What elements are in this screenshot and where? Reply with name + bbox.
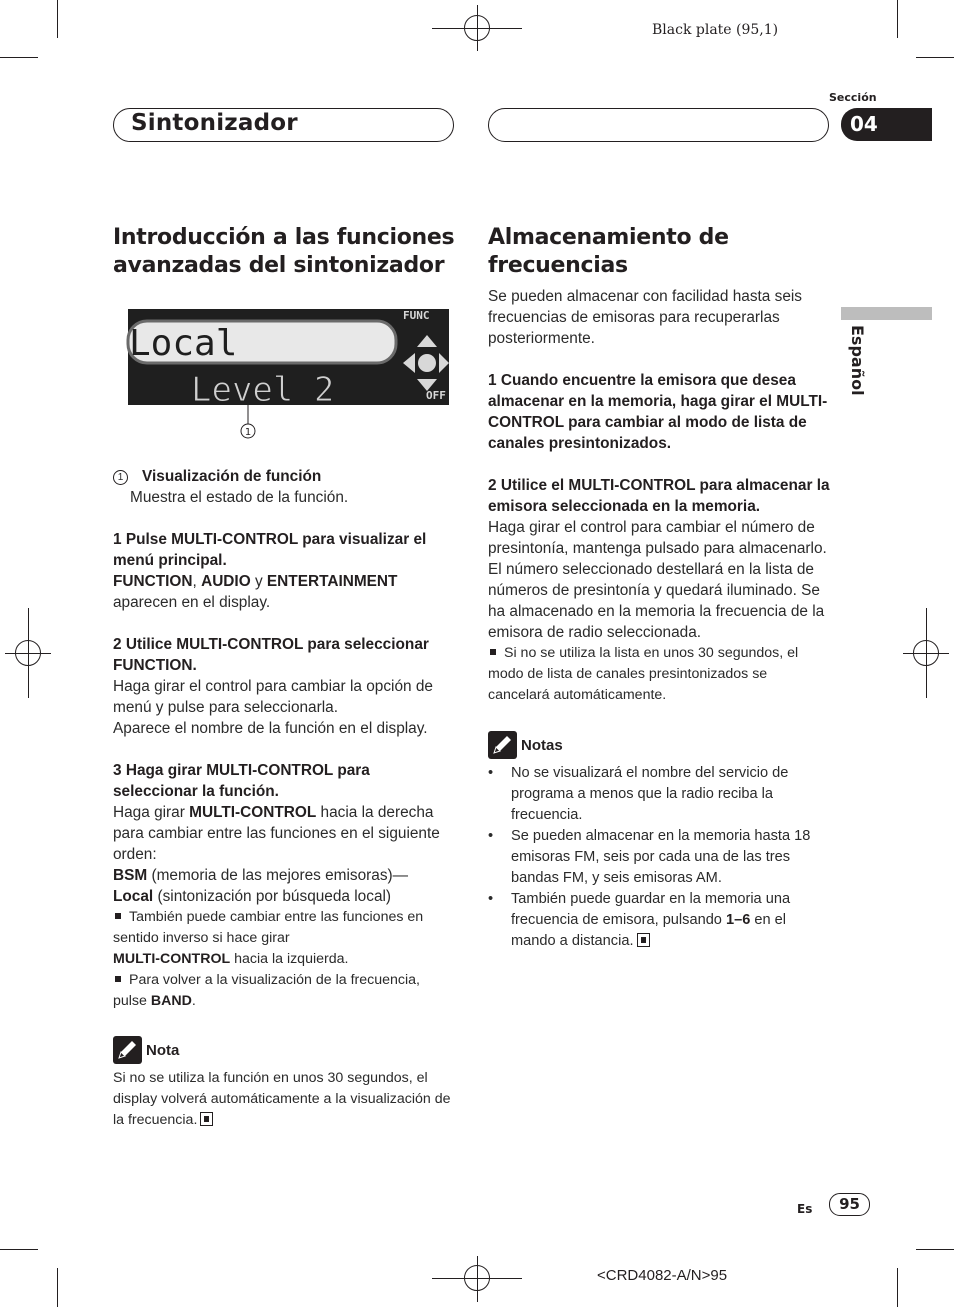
lcd-func-label: FUNC (403, 309, 430, 322)
left-step-3-tip-2: Para volver a la visualización de la frecuencia, pulse BAND. (113, 972, 420, 1009)
left-step-3-title: 3 Haga girar MULTI-CONTROL para seleccionar la función. (113, 762, 370, 800)
right-step-2-text-1: Haga girar el control para cambiar el número de presintonía, mantenga pulsado para almacenarlo. (488, 519, 827, 557)
left-step-3-local: Local (sintonización por búsqueda local) (113, 888, 392, 905)
square-bullet-icon (490, 649, 496, 655)
note-label: Nota (146, 1041, 180, 1059)
left-step-1-title: 1 Pulse MULTI-CONTROL para visualizar el menú principal. (113, 531, 427, 569)
document-code: <CRD4082-A/N>95 (597, 1267, 728, 1284)
square-bullet-icon (115, 913, 121, 919)
left-note-header (113, 1036, 455, 1064)
end-mark-icon (200, 1112, 213, 1126)
note-item: • También puede guardar en la memoria una frecuencia de emisora, pulsando 1–6 en el mando a distancia. (488, 889, 830, 952)
lcd-line-2: Level 2 (191, 370, 335, 410)
left-step-3-bsm: BSM (memoria de las mejores emisoras)— (113, 867, 409, 884)
right-column (488, 224, 830, 952)
header-pill-right (488, 108, 829, 142)
language-tab-label: Español (848, 325, 867, 396)
pencil-note-icon (113, 1036, 142, 1064)
left-step-2-text-1: Haga girar el control para cambiar la opción de menú y pulse para seleccionarla. (113, 678, 433, 716)
left-step-3-tip-1: También puede cambiar entre las funciones en sentido inverso si hace girar (113, 909, 424, 946)
page-language: Es (797, 1202, 813, 1216)
crop-mark (57, 0, 58, 38)
callout-number: 1 (244, 427, 252, 438)
right-notes-header (488, 731, 830, 759)
legend-number: 1 (113, 470, 128, 485)
right-intro: Se pueden almacenar con facilidad hasta seis frecuencias de emisoras para recuperarlas posteriormente. (488, 288, 802, 347)
section-label: Sección (829, 91, 877, 104)
crop-mark (0, 1249, 38, 1250)
section-title: Sintonizador (131, 110, 298, 136)
left-step-2-text-2: Aparece el nombre de la función en el display. (113, 720, 428, 737)
crop-mark (0, 57, 38, 58)
section-number-badge: 04 (841, 108, 932, 141)
square-bullet-icon (115, 976, 121, 982)
pencil-note-icon (488, 731, 517, 759)
crop-mark (916, 57, 954, 58)
left-step-1-text: FUNCTION, AUDIO y ENTERTAINMENT aparecen en el display. (113, 573, 398, 611)
right-step-1-title: 1 Cuando encuentre la emisora que desea almacenar en la memoria, haga girar el MULTI-CONTROL para cambiar al modo de lista de canales presintonizados. (488, 372, 828, 452)
notes-list (488, 763, 830, 952)
left-step-2-title: 2 Utilice MULTI-CONTROL para seleccionar FUNCTION. (113, 636, 429, 674)
lcd-display-graphic (113, 309, 449, 439)
crop-mark (916, 1249, 954, 1250)
crop-mark (897, 0, 898, 38)
right-heading: Almacenamiento de frecuencias (488, 225, 729, 278)
notes-label: Notas (521, 736, 563, 754)
right-step-2-title: 2 Utilice el MULTI-CONTROL para almacenar la emisora seleccionada en la memoria. (488, 477, 830, 515)
lcd-display-image (113, 309, 449, 439)
left-column: Introducción a las funciones avanzadas del sintonizador Local Level 2 FUNC OFF 1 1 Visualización de función Muestra el estado de la función. 1 Pulse MULTI-CONTROL para visualizar el menú principal. FUNCTION, AUDIO y ENTERTAINMENT aparecen en el display. 2 Utilice MULTI-CONTROL para seleccionar FUNCTION. Haga girar el control para cambiar la opción de menú y pulse para seleccionarla. Aparece el nombre de la función en el display. 3 Haga girar MULTI-CONTROL para seleccionar la función. Haga girar MULTI-CONTROL hacia la derecha para cambiar entre las funciones en el siguiente orden: BSM (memoria de las mejores emisoras)— Local (sintonización por búsqueda local) También puede cambiar entre las funciones en sentido inverso si hace girar MULTI-CONTROL hacia la izquierda. Para volver a la visualización de la frecuencia, pulse BAND. Nota Si no se utiliza la función en unos 30 segundos, el display volverá automáticamente a la visualización de la frecuencia. (113, 224, 455, 1131)
end-mark-icon (637, 933, 650, 947)
note-item: • No se visualizará el nombre del servicio de programa a menos que la radio reciba la frecuencia. (488, 763, 830, 826)
left-step-3-text: Haga girar MULTI-CONTROL hacia la derecha para cambiar entre las funciones en el siguiente orden: (113, 804, 440, 863)
lcd-off-label: OFF (426, 389, 446, 402)
right-step-2-tip: Si no se utiliza la lista en unos 30 segundos, el modo de lista de canales presintonizados se cancelará automáticamente. (488, 645, 799, 703)
language-tab-bar (841, 307, 932, 320)
legend-text: Muestra el estado de la función. (130, 489, 349, 506)
black-plate-label: Black plate (95,1) (652, 22, 779, 38)
right-step-2-text-2: El número seleccionado destellará en la lista de números de presintonía y quedará iluminado. Se ha almacenado en la memoria la frecuencia de la emisora de radio seleccionada. (488, 561, 825, 641)
lcd-line-1: Local (129, 323, 238, 364)
crop-mark (57, 1268, 58, 1307)
note-item: • Se pueden almacenar en la memoria hasta 18 emisoras FM, seis por cada una de las tres bandas FM, y seis emisoras AM. (488, 826, 830, 889)
legend-title: Visualización de función (142, 468, 322, 485)
page-number: 95 (829, 1193, 870, 1216)
crop-mark (897, 1268, 898, 1307)
left-heading: Introducción a las funciones avanzadas del sintonizador (113, 225, 455, 278)
left-note-text: Si no se utiliza la función en unos 30 segundos, el display volverá automáticamente a la visualización de la frecuencia. (113, 1070, 451, 1128)
